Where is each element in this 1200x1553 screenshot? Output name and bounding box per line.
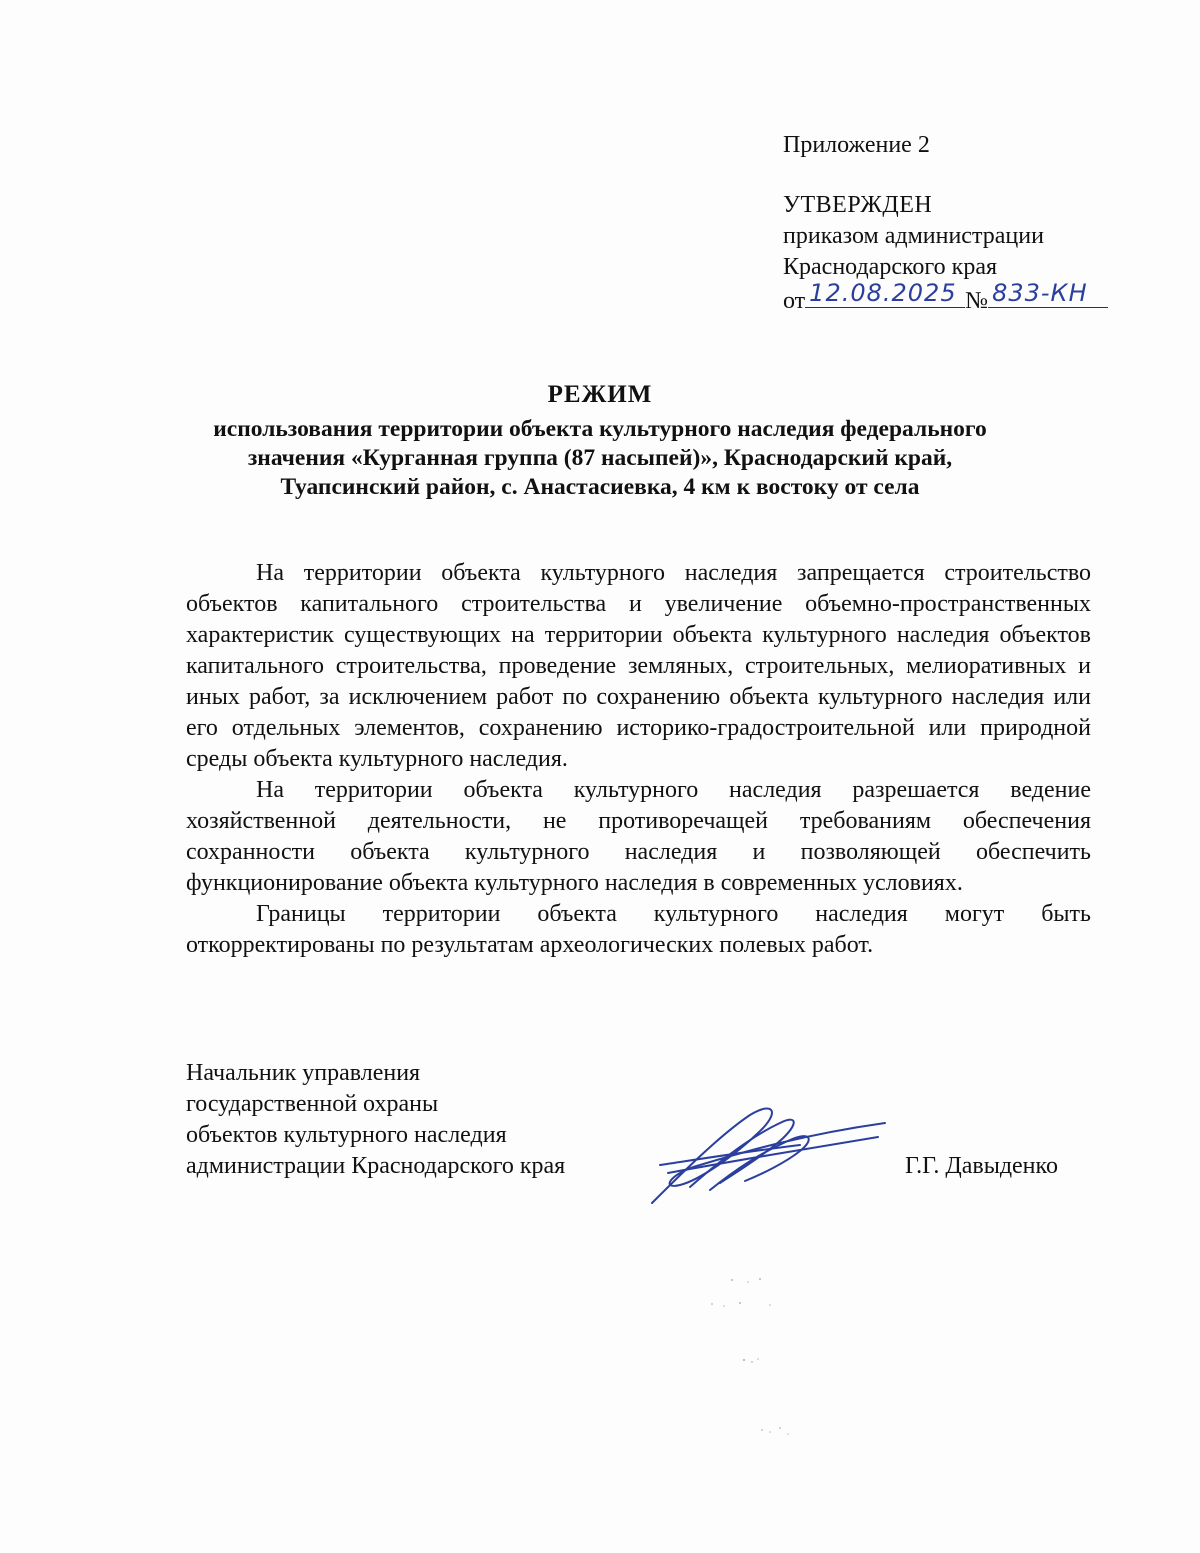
document-title-block [150,380,1050,502]
body-paragraph-prohibitions: На территории объекта культурного наследия запрещается строительство объектов капитального строительства и увеличение объемно-пространственных характеристик существующих на территории объекта культурного наследия объектов капитального строительства, проведение земляных, строительных, мелиоративных и иных работ, за исключением работ по сохранению объекта культурного наследия или его отдельных элементов, сохранению историко-градостроительной или природной среды объекта культурного наследия. [186,560,1091,772]
signer-position-line-2: государственной охраны [186,1091,439,1117]
signer-name: Г.Г. Давыденко [905,1153,1058,1179]
signer-position-line-1: Начальник управления [186,1060,421,1086]
number-fill-line [988,279,1108,308]
document-subtitle-line-1: использования территории объекта культурного наследия федерального [213,416,987,442]
body-paragraph-boundaries: Границы территории объекта культурного наследия могут быть откорректированы по результатам археологических полевых работ. [186,901,1091,958]
approved-stamp-text: УТВЕРЖДЕН [783,192,933,218]
approved-by-line-2: Краснодарского края [783,254,998,280]
handwritten-signature [640,1095,900,1210]
document-body [186,558,1091,961]
signer-position-line-3: объектов культурного наследия [186,1122,507,1148]
signer-position-block [186,1058,565,1182]
date-prefix: от [783,288,806,314]
approval-block [783,130,1108,317]
document-title: РЕЖИМ [547,381,653,408]
document-subtitle-line-2: значения «Курганная группа (87 насыпей)», Краснодарский край, [247,445,953,471]
appendix-label: Приложение 2 [783,132,930,158]
number-prefix: № [965,288,989,314]
body-paragraph-permitted-activity: На территории объекта культурного наследия разрешается ведение хозяйственной деятельности, не противоречащей требованиям обеспечения сохранности объекта культурного наследия и позволяющей обеспечить функционирование объекта культурного наследия в современных условиях. [186,777,1091,896]
handwritten-order-number: 833-КН [992,279,1088,307]
order-date-number-line [783,279,1108,317]
signer-position-line-4: администрации Краснодарского края [186,1153,566,1179]
date-fill-line [805,279,965,308]
handwritten-date: 12.08.2025 [809,279,957,307]
approved-by-line-1: приказом администрации [783,223,1044,249]
document-subtitle-line-3: Туапсинский район, с. Анастасиевка, 4 км к востоку от села [280,474,920,500]
scan-noise-specks [700,1270,820,1470]
